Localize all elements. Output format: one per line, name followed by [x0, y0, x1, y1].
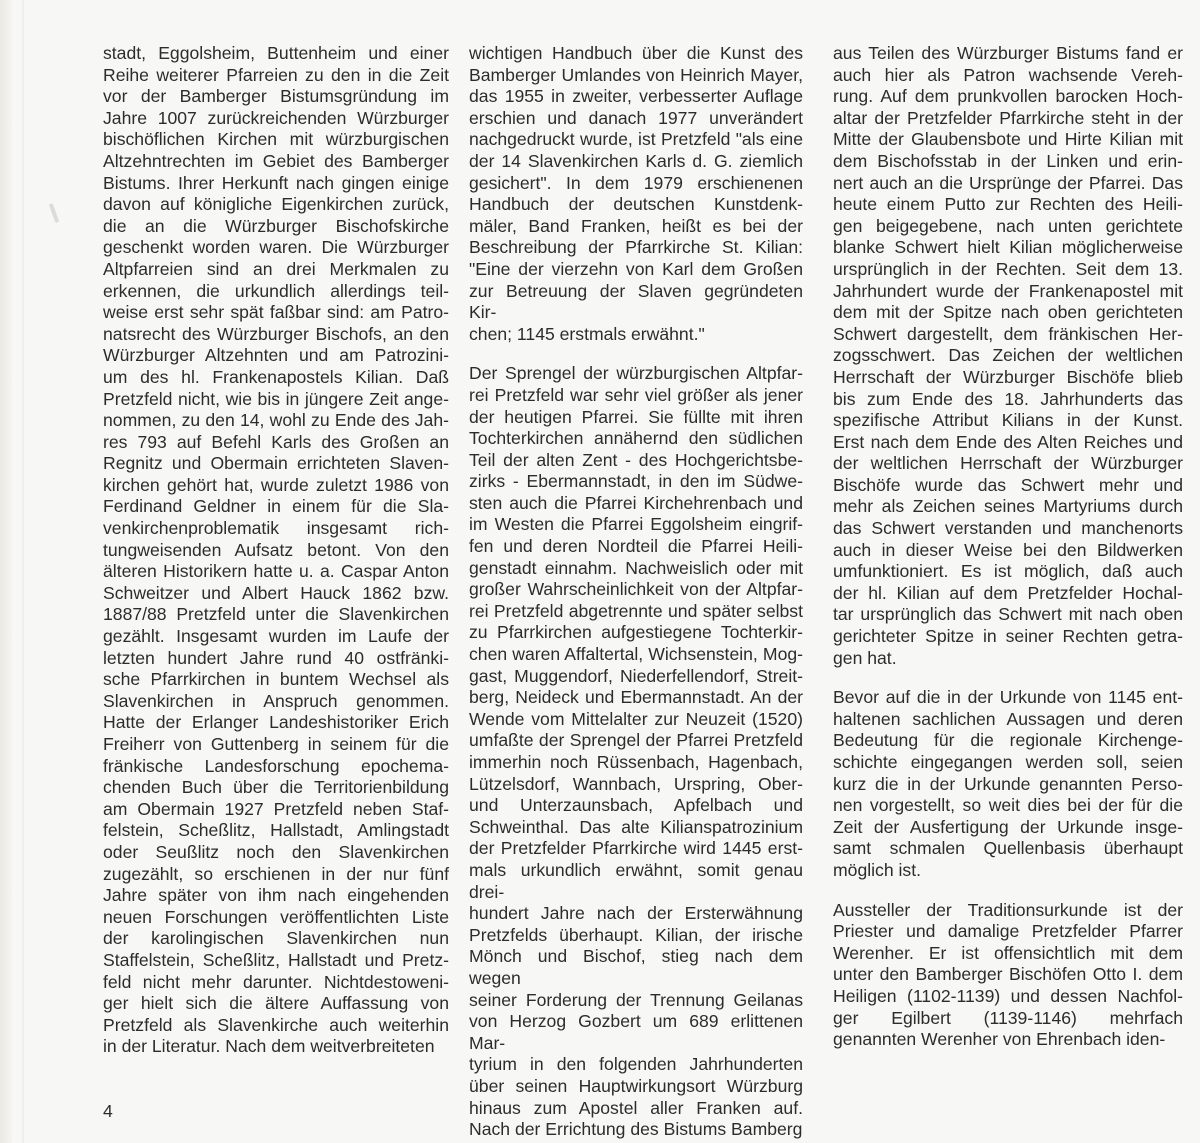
text-line: Reihe weiterer Pfarreien zu den in die Zeit: [103, 64, 449, 85]
text-line: Zeit der Ausfertigung der Urkunde insge-: [833, 816, 1183, 837]
text-line: nen vorgestellt, so weit dies bei der für die: [833, 795, 1183, 816]
text-line: kurz die in der Urkunde genannten Perso-: [833, 773, 1183, 794]
text-line: Handbuch der deutschen Kunstdenk-: [469, 194, 803, 215]
text-column-1: [103, 43, 449, 1058]
text-column-2: [469, 43, 803, 1141]
text-line: ger hielt sich die ältere Auffassung von: [103, 993, 449, 1014]
text-line: tungweisenden Aufsatz betont. Von den: [103, 539, 449, 560]
text-line: altar der Pretzfelder Pfarrkirche steht in der: [833, 107, 1183, 128]
text-line: umfaßte der Sprengel der Pfarrei Pretzfeld: [469, 730, 803, 751]
text-line: nommen, zu den 14, wohl zu Ende des Jah-: [103, 410, 449, 431]
paragraph: [833, 687, 1183, 881]
text-line: gen beigegebene, nach unten gerichtete: [833, 215, 1183, 236]
text-line: Erst nach dem Ende des Alten Reiches und: [833, 431, 1183, 452]
text-line: dem mit der Spitze nach oben gerichteten: [833, 302, 1183, 323]
text-line: 1887/88 Pretzfeld unter die Slavenkirchen: [103, 604, 449, 625]
text-line: neuen Forschungen veröffentlichten Liste: [103, 906, 449, 927]
text-line: in der Literatur. Nach dem weitverbreiteten: [103, 1036, 435, 1057]
paragraph: [469, 43, 803, 345]
text-line: auch hier als Patron wachsende Vereh-: [833, 64, 1183, 85]
text-line: erschien und danach 1977 unverändert: [469, 107, 803, 128]
text-line: Ferdinand Geldner in einem für die Sla-: [103, 496, 449, 517]
text-line: zur Betreuung der Slaven gegründeten Kir-: [469, 280, 803, 323]
text-line: schichte eingegangen werden soll, seien: [833, 752, 1183, 772]
text-line: Mönch und Bischof, stieg nach dem wegen: [469, 946, 803, 988]
text-line: und Unterzaunsbach, Apfelbach und: [469, 795, 803, 816]
text-line: Jahrhundert wurde der Frankenapostel mit: [833, 280, 1183, 301]
text-line: Jahre 1007 zurückreichenden Würzburger: [103, 107, 449, 128]
text-line: Beschreibung der Pfarrkirche St. Kilian:: [469, 237, 803, 258]
text-line: Altzehntrechten im Gebiet des Bamberger: [103, 150, 449, 171]
text-line: tar ursprünglich das Schwert mit nach oben: [833, 604, 1183, 625]
text-line: mehr als Zeichen seines Martyriums durch: [833, 496, 1183, 517]
text-line: gast, Muggendorf, Niederfellendorf, Streit-: [469, 665, 803, 686]
text-line: res 793 auf Befehl Karls des Großen an: [103, 431, 449, 452]
text-line: hinaus zum Apostel aller Franken auf.: [469, 1097, 803, 1118]
text-line: "Eine der vierzehn von Karl dem Großen: [469, 258, 803, 279]
text-line: gezählt. Insgesamt wurden im Laufe der: [103, 626, 449, 647]
paragraph-spacer: [833, 882, 1183, 900]
text-line: möglich ist.: [833, 859, 921, 880]
page-number: 4: [103, 1101, 113, 1121]
text-line: ger Egilbert (1139-1146) mehrfach: [833, 1007, 1183, 1028]
text-line: Freiherr von Guttenberg in seinem für die: [103, 734, 449, 754]
text-line: kirchen gehört hat, wurde zuletzt 1986 von: [103, 474, 449, 495]
text-line: der weltlichen Herrschaft der Würzburger: [833, 453, 1183, 474]
text-line: im Westen die Pfarrei Eggolsheim eingrif-: [469, 514, 803, 535]
text-line: letzten hundert Jahre rund 40 ostfränki-: [103, 647, 449, 668]
text-line: der 14 Slavenkirchen Karls d. G. ziemlich: [469, 150, 803, 171]
text-line: Werenher. Er ist offensichtlich mit dem: [833, 942, 1183, 963]
text-line: Der Sprengel der würzburgischen Altpfar-: [469, 363, 803, 384]
text-line: Teil der alten Zent - des Hochgerichtsbe-: [469, 449, 803, 470]
text-line: am Obermain 1927 Pretzfeld neben Staf-: [103, 798, 449, 819]
text-line: genannten Werenher von Ehrenbach iden-: [833, 1029, 1166, 1050]
text-line: wichtigen Handbuch über die Kunst des: [469, 43, 803, 63]
text-line: Jahre später von ihm nach eingehenden: [103, 885, 449, 906]
text-line: Bevor auf die in der Urkunde von 1145 ent-: [833, 687, 1183, 708]
text-line: zogsschwert. Das Zeichen der weltlichen: [833, 345, 1183, 366]
text-line: zu Pfarrkirchen aufgestiegene Tochterkir-: [469, 622, 803, 643]
text-line: Altpfarreien sind an drei Merkmalen zu: [103, 258, 449, 279]
text-line: Slavenkirchen in Anspruch genommen.: [103, 690, 449, 711]
paragraph-spacer: [833, 669, 1183, 687]
text-line: chen; 1145 erstmals erwähnt.": [469, 323, 705, 344]
text-line: das Schwert verstanden und manchenorts: [833, 518, 1183, 539]
text-line: Schweinthal. Das alte Kilianspatrozinium: [469, 816, 803, 837]
text-line: der hl. Kilian auf dem Pretzfelder Hochal-: [833, 582, 1183, 603]
paragraph: [103, 43, 449, 1058]
text-line: sten auch die Pfarrei Kirchehrenbach und: [469, 492, 803, 513]
text-line: felstein, Scheßlitz, Hallstadt, Amlingstadt: [103, 820, 449, 841]
text-line: umfunktioniert. Es ist möglich, daß auch: [833, 561, 1183, 582]
text-line: der karolingischen Slavenkirchen nun: [103, 928, 449, 949]
text-line: fränkische Landesforschung epochema-: [103, 755, 449, 776]
text-line: Pretzfelds überhaupt. Kilian, der irische: [469, 924, 803, 945]
text-line: samt schmalen Quellenbasis überhaupt: [833, 838, 1183, 859]
text-line: zugezählt, so erschienen in der nur fünf: [103, 863, 449, 884]
text-line: vor der Bamberger Bistumsgründung im: [103, 86, 449, 107]
text-line: Bistums. Ihrer Herkunft nach gingen einige: [103, 172, 449, 193]
text-line: der heutigen Pfarrei. Sie füllte mit ihren: [469, 406, 803, 427]
text-line: Regnitz und Obermain errichteten Slaven-: [103, 453, 449, 474]
text-line: zirks - Ebermannstadt, in den im Südwe-: [469, 471, 803, 492]
text-line: chen waren Affaltertal, Wichsenstein, Mog-: [469, 644, 803, 665]
text-line: haltenen sachlichen Aussagen und deren: [833, 708, 1183, 729]
text-line: chenden Buch über die Territorienbildung: [103, 777, 449, 798]
text-line: ursprünglich in der Rechten. Seit dem 13.: [833, 258, 1183, 279]
text-line: genstadt einnahm. Nachweislich oder mit: [469, 557, 803, 578]
text-line: mals urkundlich erwähnt, somit genau drei-: [469, 859, 803, 902]
text-line: das 1955 in zweiter, verbesserter Auflage: [469, 86, 803, 107]
text-line: bis zum Ende des 18. Jahrhunderts das: [833, 388, 1183, 409]
page-fold-line: [22, 0, 24, 1143]
text-line: spezifische Attribut Kilians in der Kunst.: [833, 410, 1183, 431]
text-line: Lützelsdorf, Wannbach, Urspring, Ober-: [469, 773, 803, 794]
text-line: Bedeutung für die regionale Kirchenge-: [833, 730, 1183, 751]
text-line: Bamberger Umlandes von Heinrich Mayer,: [469, 64, 803, 85]
text-line: Schweitzer und Albert Hauck 1862 bzw.: [103, 582, 449, 603]
text-line: Pretzfeld als Slavenkirche auch weiterhin: [103, 1014, 449, 1035]
text-line: um des hl. Frankenapostels Kilian. Daß: [103, 366, 449, 387]
paragraph: [833, 43, 1183, 669]
text-line: rung. Auf dem prunkvollen barocken Hoch-: [833, 86, 1183, 107]
text-line: weise erst sehr spät faßbar sind: am Patro-: [103, 302, 449, 323]
text-line: großer Wahrscheinlichkeit von der Altpfar-: [469, 579, 803, 600]
text-line: erkennen, die urkundlich allerdings teil-: [103, 280, 449, 301]
text-line: nachgedruckt wurde, ist Pretzfeld "als eine: [469, 129, 803, 150]
text-line: stadt, Eggolsheim, Buttenheim und einer: [103, 43, 449, 63]
text-line: Heiligen (1102-1139) und dessen Nachfol-: [833, 985, 1183, 1006]
text-line: natsrecht des Würzburger Bischofs, an den: [103, 323, 449, 344]
text-line: tyrium in den folgenden Jahrhunderten: [469, 1054, 803, 1075]
text-line: gesichert". In dem 1979 erschienenen: [469, 172, 803, 193]
text-line: älteren Historikern hatte u. a. Caspar Anton: [103, 561, 449, 582]
paragraph: [833, 900, 1183, 1051]
text-line: der Pretzfelder Pfarrkirche wird 1445 erst-: [469, 838, 803, 859]
text-line: Pretzfeld nicht, wie bis in jüngere Zeit ange-: [103, 388, 449, 409]
text-line: immerhin noch Rüssenbach, Hagenbach,: [469, 752, 803, 772]
text-line: davon auf königliche Eigenkirchen zurück,: [103, 194, 449, 215]
text-line: rei Pretzfeld abgetrennte und später selbst: [469, 600, 803, 621]
text-line: Hatte der Erlanger Landeshistoriker Erich: [103, 712, 449, 733]
paragraph: [469, 363, 803, 1140]
text-line: Würzburger Altzehnten und am Patrozini-: [103, 345, 449, 366]
text-line: seiner Forderung der Trennung Geilanas: [469, 989, 803, 1010]
text-line: Aussteller der Traditionsurkunde ist der: [833, 899, 1183, 920]
text-line: Schwert dargestellt, dem fränkischen Her-: [833, 323, 1183, 344]
text-line: von Herzog Gozbert um 689 erlittenen Mar-: [469, 1011, 803, 1053]
text-line: venkirchenproblematik insgesamt rich-: [103, 518, 449, 539]
text-line: sche Pfarrkirchen in buntem Wechsel als: [103, 669, 449, 690]
text-line: nert auch an die Ursprünge der Pfarrei. Das: [833, 172, 1183, 193]
text-line: auch in dieser Weise bei den Bildwerken: [833, 539, 1183, 560]
text-column-3: [833, 43, 1183, 1051]
text-line: Herrschaft der Würzburger Bischöfe blieb: [833, 366, 1183, 387]
page-binding-edge: [0, 0, 12, 1143]
text-line: unter den Bamberger Bischöfen Otto I. dem: [833, 964, 1183, 985]
text-line: Wende vom Mittelalter zur Neuzeit (1520): [469, 708, 803, 729]
text-line: geschenkt worden waren. Die Würzburger: [103, 237, 449, 258]
text-line: feld nicht mehr darunter. Nichtdestoweni-: [103, 971, 449, 992]
text-line: gen hat.: [833, 647, 897, 668]
paragraph-spacer: [469, 345, 803, 363]
text-line: Staffelstein, Scheßlitz, Hallstadt und Pretz-: [103, 949, 449, 970]
text-line: rei Pretzfeld war sehr viel größer als jener: [469, 384, 803, 405]
text-line: oder Seußlitz noch den Slavenkirchen: [103, 841, 449, 862]
text-line: Bischöfe wurde das Schwert mehr und: [833, 474, 1183, 495]
text-line: Priester und damalige Pretzfelder Pfarrer: [833, 921, 1183, 942]
text-line: gerichteter Spitze in seiner Rechten getra-: [833, 626, 1183, 647]
text-line: Mitte der Glaubensbote und Hirte Kilian mit: [833, 129, 1183, 150]
text-line: Tochterkirchen annähernd den südlichen: [469, 428, 803, 449]
text-line: hundert Jahre nach der Ersterwähnung: [469, 903, 803, 924]
text-line: bischöflichen Kirchen mit würzburgischen: [103, 129, 449, 150]
text-line: die an die Würzburger Bischofskirche: [103, 215, 449, 236]
text-line: berg, Neideck und Ebermannstadt. An der: [469, 687, 803, 708]
text-line: Nach der Errichtung des Bistums Bamberg: [469, 1119, 803, 1140]
text-line: blanke Schwert hielt Kilian möglicherweise: [833, 237, 1183, 258]
text-line: dem Bischofsstab in der Linken und erin-: [833, 150, 1183, 171]
text-line: aus Teilen des Würzburger Bistums fand er: [833, 43, 1183, 63]
text-line: fen und deren Nordteil die Pfarrei Heili-: [469, 536, 803, 557]
scan-smudge: [49, 203, 60, 223]
text-line: heute einem Putto zur Rechten des Heili-: [833, 194, 1183, 215]
text-line: mäler, Band Franken, heißt es bei der: [469, 215, 803, 236]
text-line: über seinen Hauptwirkungsort Würzburg: [469, 1075, 803, 1096]
